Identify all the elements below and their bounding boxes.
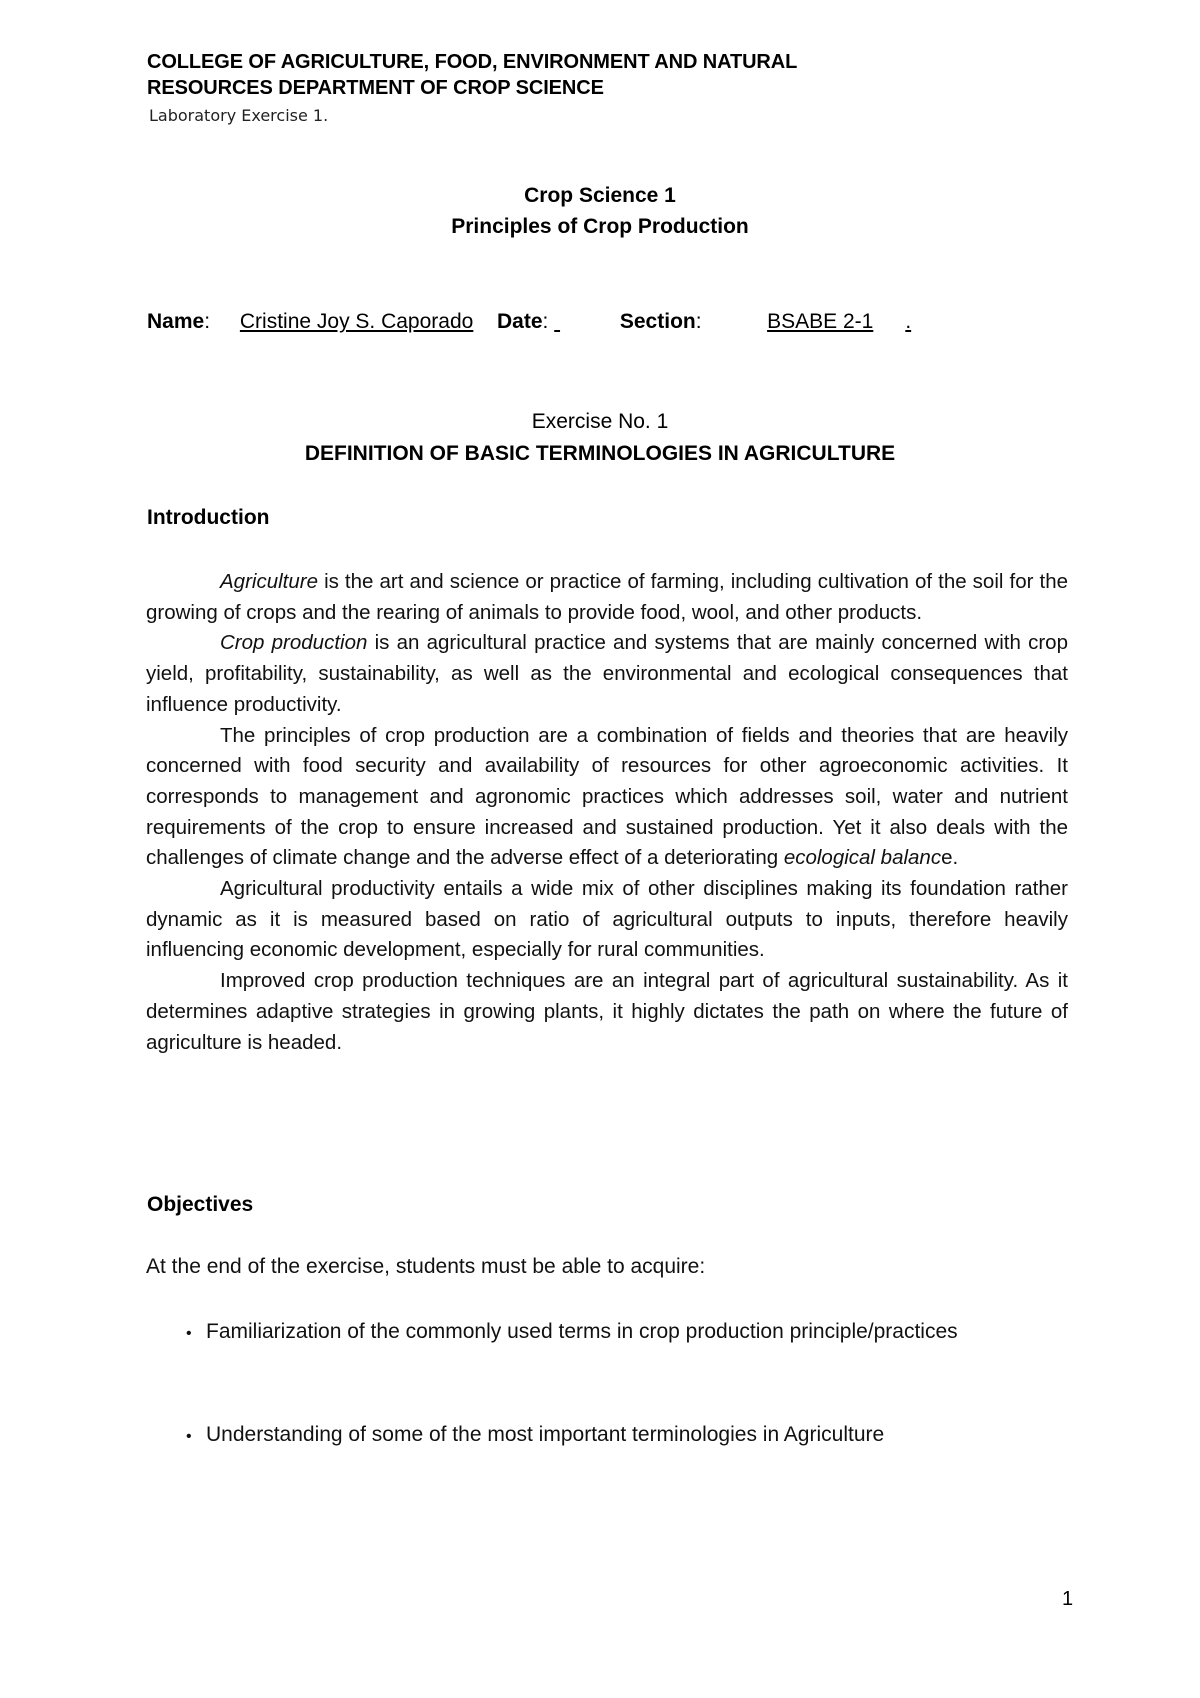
intro-paragraph-4: Agricultural productivity entails a wide mix of other disciplines making its foundation rather dynamic as it is measured based on ratio of agricultural outputs to inputs, therefore heavily influencing economic development, especially for rural communities.	[146, 877, 1068, 962]
introduction-body	[146, 567, 1068, 1058]
term-agriculture: Agriculture	[220, 570, 318, 593]
bullet-icon: •	[186, 1325, 192, 1342]
introduction-heading: Introduction	[147, 506, 270, 529]
exercise-title: DEFINITION OF BASIC TERMINOLOGIES IN AGRICULTURE	[304, 442, 896, 465]
lab-exercise-label: Laboratory Exercise 1.	[149, 106, 329, 125]
intro-paragraph-3: The principles of crop production are a combination of fields and theories that are heavily concerned with food security and availability of resources for other agroeconomic activities. It corresponds to management and agronomic practices which addresses soil, water and nutrient requirements of the crop to ensure increased and sustained production. Yet it also deals with the challenges of climate change and the adverse effect of a deteriorating ecological balance.	[146, 723, 1068, 870]
page-number: 1	[1062, 1588, 1074, 1610]
term-ecological-balance: ecological balanc	[783, 846, 942, 870]
name-value: Cristine Joy S. Caporado	[239, 310, 474, 333]
course-subtitle: Principles of Crop Production	[451, 215, 749, 238]
term-crop-production: Crop production	[220, 631, 368, 655]
section-value: BSABE 2-1	[767, 310, 874, 333]
date-label: Date	[497, 310, 543, 333]
college-header-line1: COLLEGE OF AGRICULTURE, FOOD, ENVIRONMENT AND NATURAL	[147, 51, 798, 73]
intro-paragraph-5: Improved crop production techniques are an integral part of agricultural sustainability. As it determines adaptive strategies in growing plants, it highly dictates the path on where the future of agriculture is headed.	[146, 969, 1068, 1054]
intro-paragraph-2: Crop production is an agricultural practice and systems that are mainly concerned with crop yield, profitability, sustainability, as well as the environmental and ecological consequences that influence productivity.	[146, 631, 1068, 716]
bullet-icon: •	[186, 1428, 192, 1445]
college-header-line2: RESOURCES DEPARTMENT OF CROP SCIENCE	[147, 77, 604, 99]
intro-paragraph-1: Agriculture is the art and science or practice of farming, including cultivation of the soil for the growing of crops and the rearing of animals to provide food, wool, and other products.	[146, 570, 1068, 624]
objectives-lead: At the end of the exercise, students must be able to acquire:	[146, 1255, 706, 1278]
objective-item-1: • Familiarization of the commonly used terms in crop production principle/practices	[186, 1316, 1056, 1350]
section-label: Section	[619, 310, 696, 333]
exercise-number: Exercise No. 1	[531, 410, 669, 433]
course-title: Crop Science 1	[524, 184, 676, 207]
objectives-heading: Objectives	[147, 1193, 254, 1216]
objective-item-2: • Understanding of some of the most important terminologies in Agriculture	[186, 1419, 1056, 1453]
name-label: Name	[147, 310, 205, 333]
date-value	[554, 310, 608, 334]
student-info-row: Name: Cristine Joy S. Caporado Date: Section: BSABE 2-1 .	[147, 310, 912, 333]
